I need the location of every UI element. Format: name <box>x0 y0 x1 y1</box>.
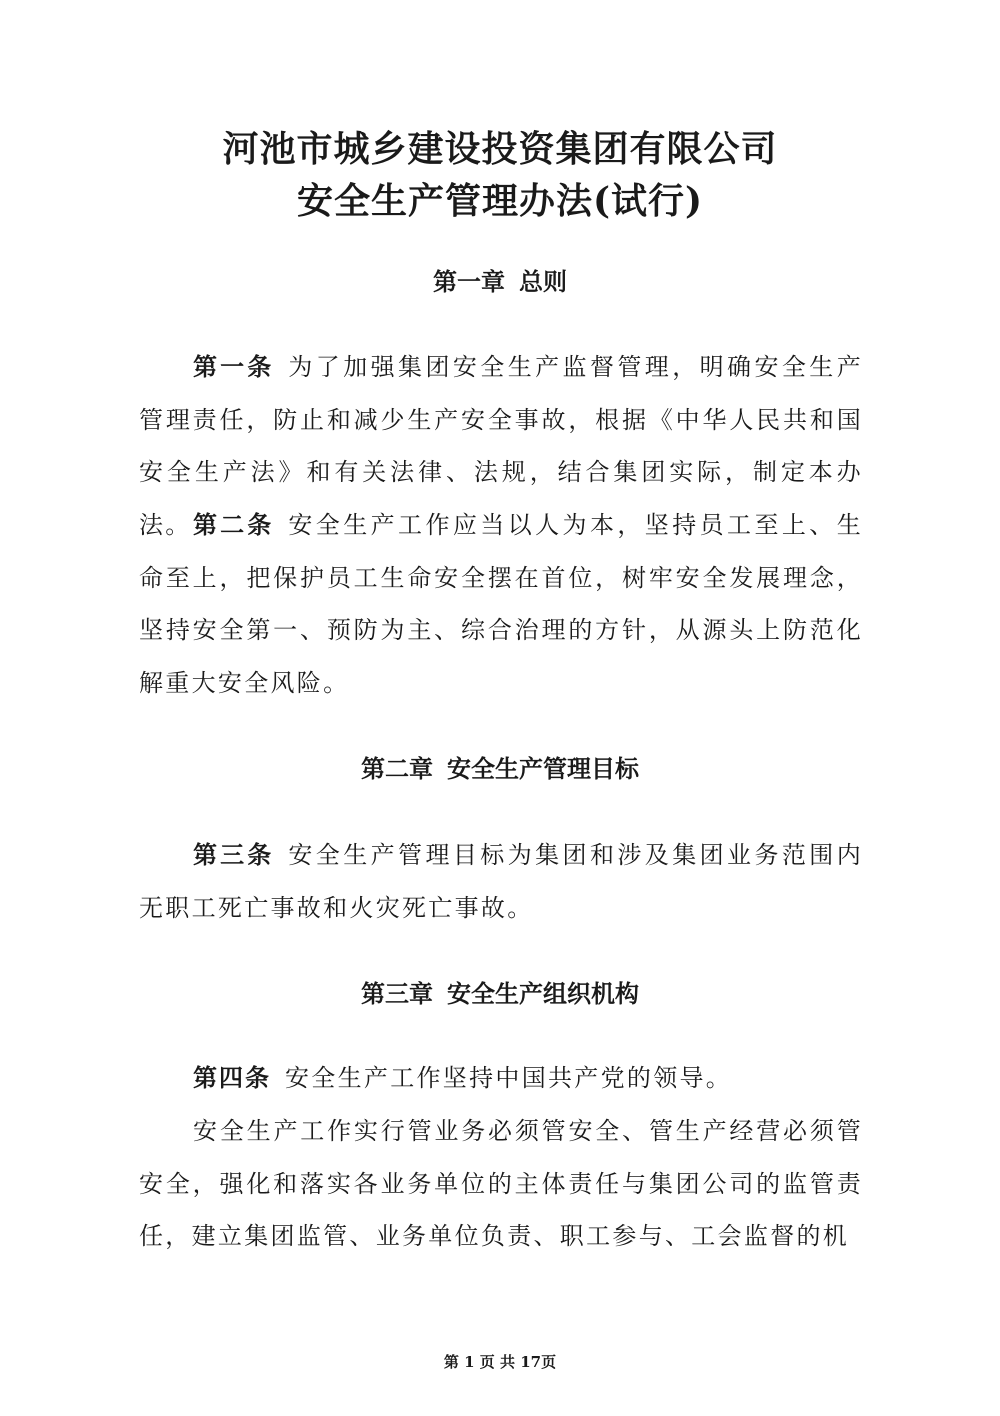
article-text: 安全生产工作坚持中国共产党的领导。 <box>285 1064 733 1092</box>
chapter-heading-2 <box>0 753 1000 785</box>
chapter-name: 安全生产组织机构 <box>447 979 639 1008</box>
article-text: 安全生产管理目标为集团和涉及集团业务范围内无职工死亡事故和火灾死亡事故。 <box>139 841 863 922</box>
chapter-name: 安全生产管理目标 <box>447 754 639 783</box>
document-title-line2: 安全生产管理办法(试行) <box>296 180 704 222</box>
article-text: 安全生产工作应当以人为本，坚持员工至上、生命至上，把保护员工生命安全摆在首位，树牢安全发展理念，坚持安全第一、预防为主、综合治理的方针，从源头上防范化解重大安全风险。 <box>139 511 863 697</box>
continuation-paragraph: 安全生产工作实行管业务必须管安全、管生产经营必须管安全，强化和落实各业务单位的主体责任与集团公司的监管责任，建立集团监管、业务单位负责、职工参与、工会监督的机 <box>139 1117 863 1250</box>
chapter-number: 第一章 <box>433 267 505 296</box>
article-label: 第二条 <box>193 510 275 539</box>
chapter-heading-1 <box>0 266 1000 298</box>
article-text: 为了加强集团安全生产监督管理，明确安全生产管理责任，防止和减少生产安全事故，根据《中华人民共和国安全生产法》和有关法律、法规，结合集团实际，制定本办法。 <box>139 353 863 539</box>
article-label: 第一条 <box>193 352 275 381</box>
article-label: 第四条 <box>193 1063 271 1092</box>
article-3 <box>139 829 863 934</box>
article-4 <box>139 1052 863 1105</box>
chapter-name: 总则 <box>519 267 567 296</box>
document-title-line1: 河池市城乡建设投资集团有限公司 <box>222 128 778 170</box>
article-2 <box>139 499 863 709</box>
page-number-footer: 第 1 页 共 17页 <box>443 1353 557 1371</box>
chapter-number: 第三章 <box>361 979 433 1008</box>
article-label: 第三条 <box>193 840 275 869</box>
chapter-number: 第二章 <box>361 754 433 783</box>
chapter-heading-3 <box>0 978 1000 1010</box>
